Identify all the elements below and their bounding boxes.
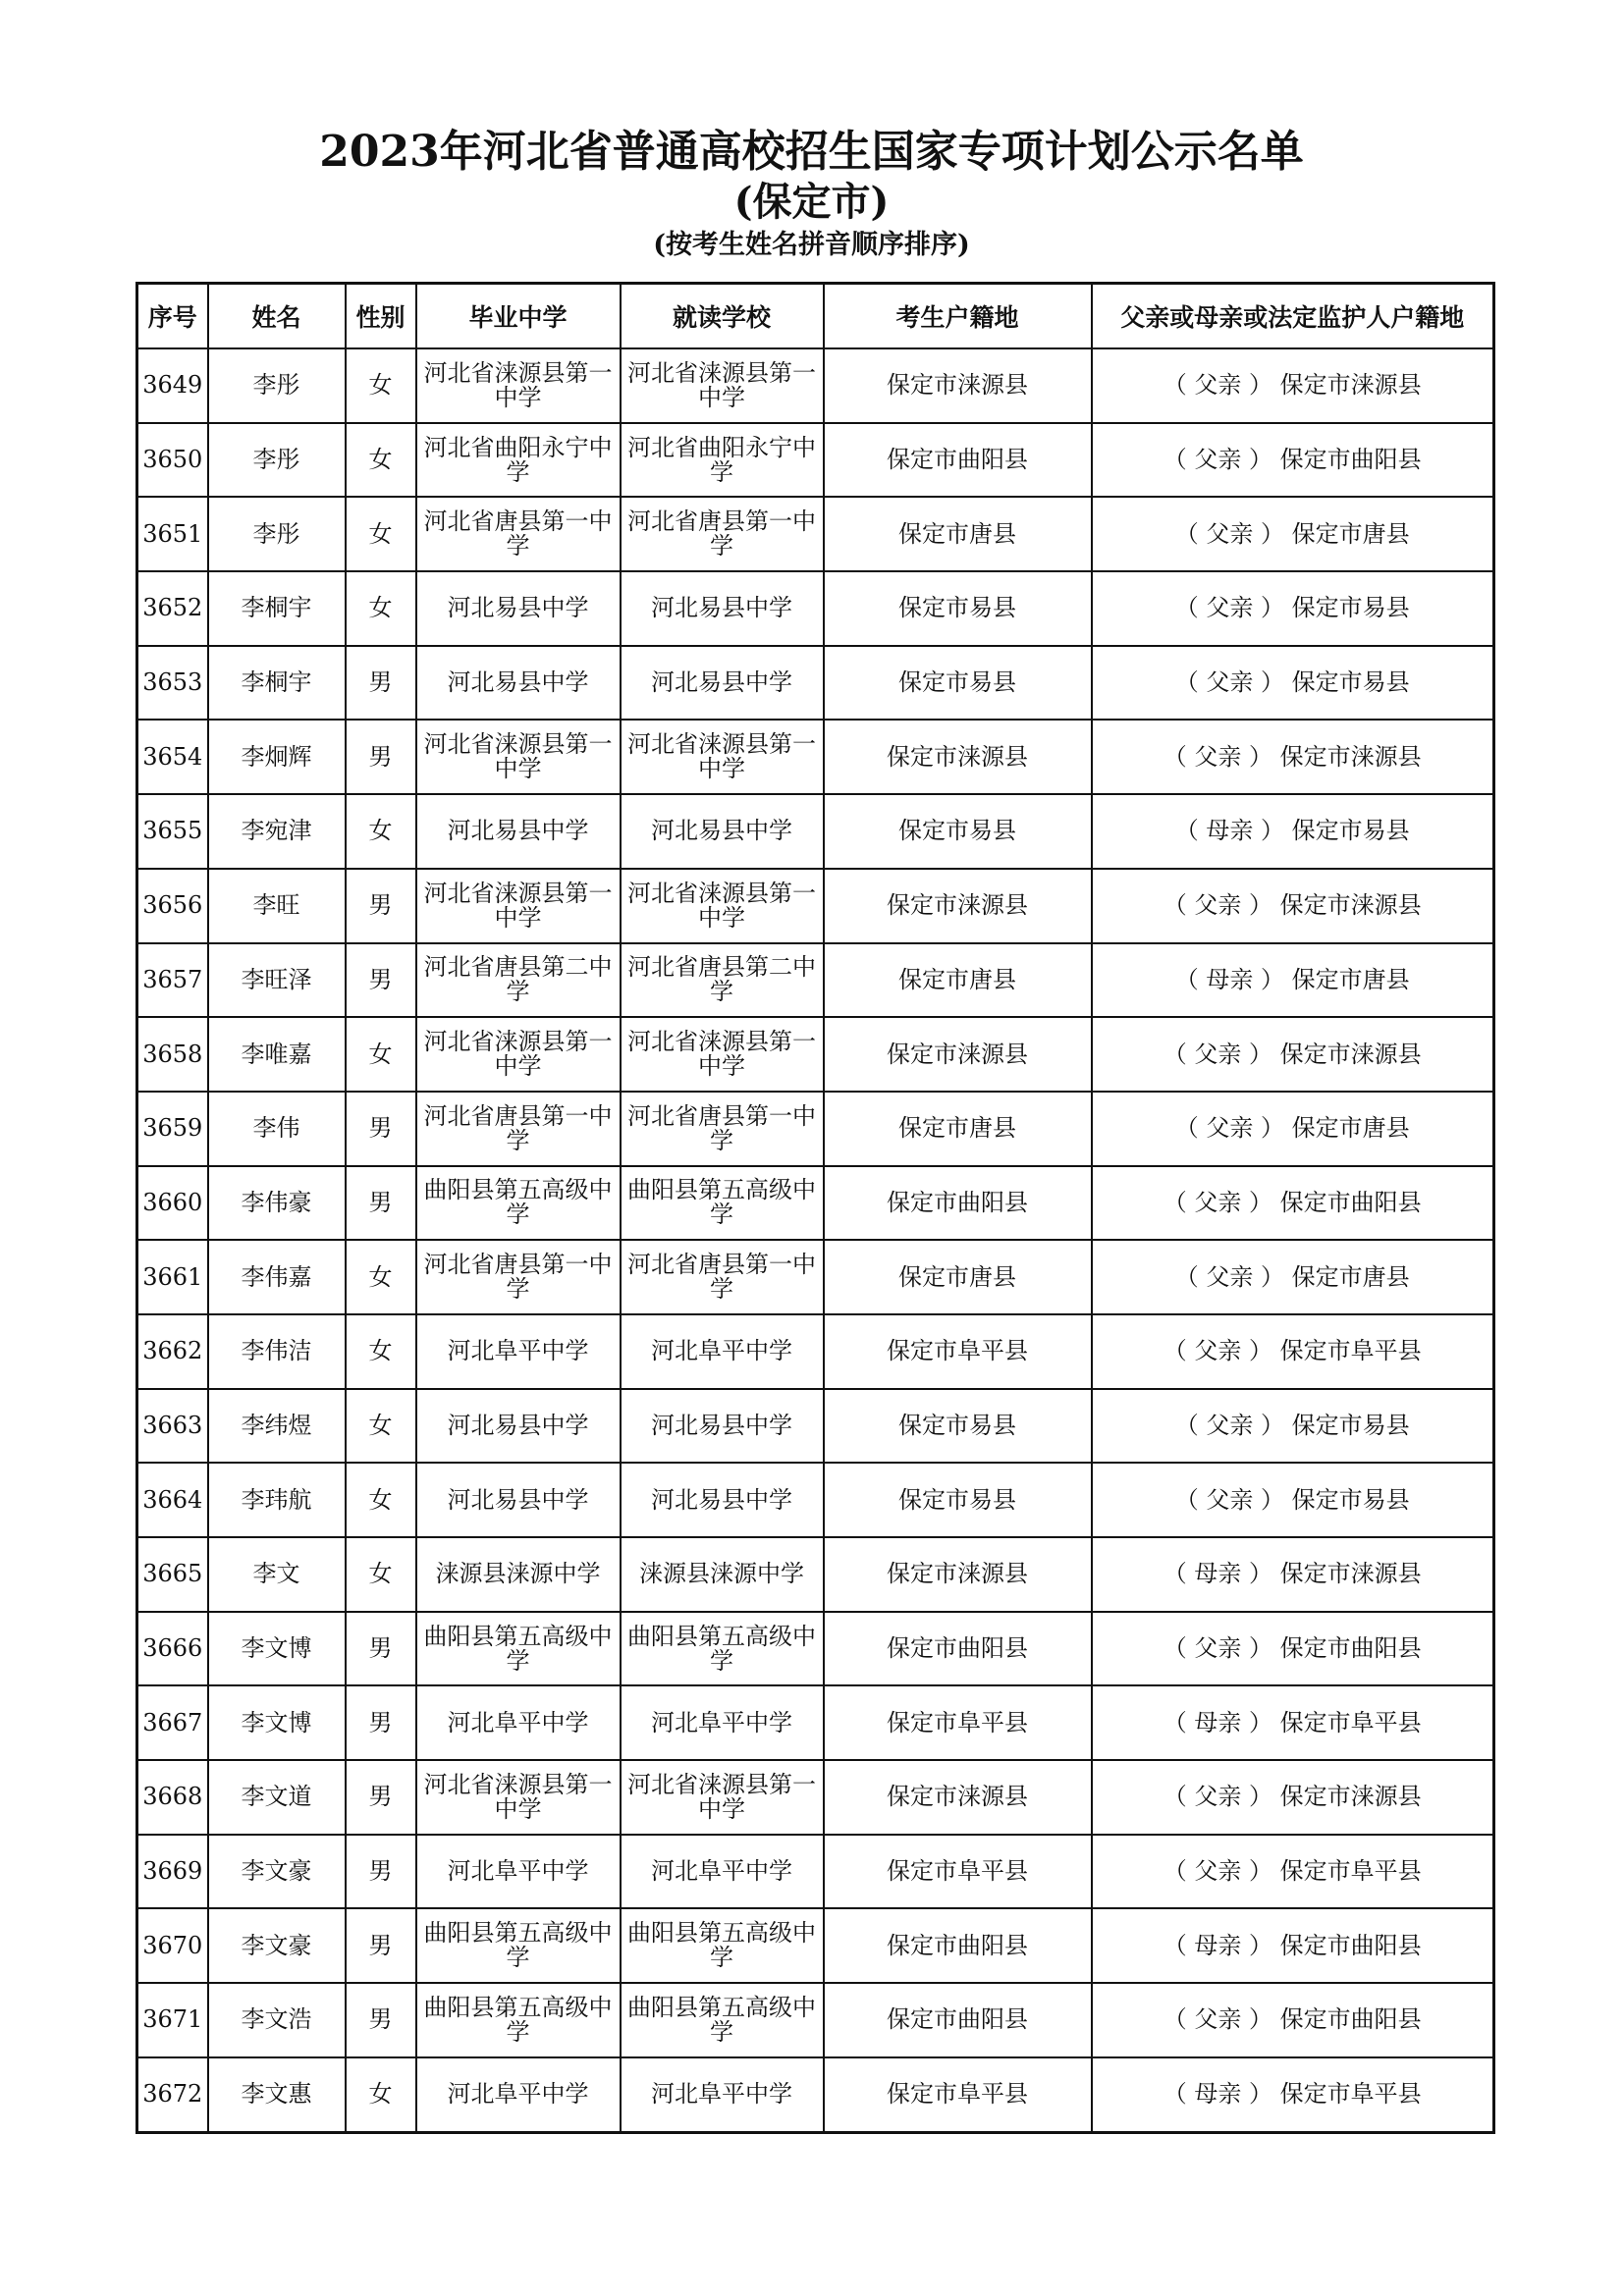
current-school-cell: 河北省涞源县第一中学 bbox=[621, 1760, 824, 1835]
grad-school-cell: 河北阜平中学 bbox=[416, 2057, 621, 2132]
parent-residence-cell: （ 父亲 ） 保定市易县 bbox=[1092, 1389, 1494, 1464]
seq-cell: 3665 bbox=[137, 1537, 208, 1612]
residence-cell: 保定市涞源县 bbox=[824, 1537, 1092, 1612]
grad-school-cell: 河北易县中学 bbox=[416, 646, 621, 721]
gender-cell: 男 bbox=[346, 1835, 416, 1909]
table-row bbox=[137, 1835, 1494, 1909]
seq-cell: 3671 bbox=[137, 1983, 208, 2057]
seq-cell: 3655 bbox=[137, 794, 208, 869]
gender-cell: 女 bbox=[346, 1240, 416, 1314]
table-body bbox=[137, 348, 1494, 2132]
table-row bbox=[137, 869, 1494, 943]
residence-cell: 保定市曲阳县 bbox=[824, 1612, 1092, 1686]
grad-school-cell: 曲阳县第五高级中学 bbox=[416, 1908, 621, 1983]
seq-cell: 3657 bbox=[137, 943, 208, 1018]
name-cell: 李文惠 bbox=[208, 2057, 346, 2132]
seq-cell: 3668 bbox=[137, 1760, 208, 1835]
grad-school-cell: 河北易县中学 bbox=[416, 1463, 621, 1537]
seq-cell: 3667 bbox=[137, 1685, 208, 1760]
table-row bbox=[137, 1240, 1494, 1314]
residence-cell: 保定市曲阳县 bbox=[824, 1166, 1092, 1241]
residence-cell: 保定市涞源县 bbox=[824, 1017, 1092, 1092]
header-name: 姓名 bbox=[208, 284, 346, 349]
seq-cell: 3672 bbox=[137, 2057, 208, 2132]
residence-cell: 保定市曲阳县 bbox=[824, 1908, 1092, 1983]
seq-cell: 3654 bbox=[137, 720, 208, 794]
parent-residence-cell: （ 父亲 ） 保定市阜平县 bbox=[1092, 1314, 1494, 1389]
residence-cell: 保定市涞源县 bbox=[824, 869, 1092, 943]
header-current-school: 就读学校 bbox=[621, 284, 824, 349]
grad-school-cell: 河北省唐县第一中学 bbox=[416, 497, 621, 571]
seq-cell: 3664 bbox=[137, 1463, 208, 1537]
parent-residence-cell: （ 父亲 ） 保定市易县 bbox=[1092, 1463, 1494, 1537]
table-row bbox=[137, 423, 1494, 498]
table-row bbox=[137, 1983, 1494, 2057]
parent-residence-cell: （ 母亲 ） 保定市易县 bbox=[1092, 794, 1494, 869]
name-cell: 李伟豪 bbox=[208, 1166, 346, 1241]
current-school-cell: 河北阜平中学 bbox=[621, 1835, 824, 1909]
gender-cell: 男 bbox=[346, 1908, 416, 1983]
gender-cell: 男 bbox=[346, 1685, 416, 1760]
grad-school-cell: 河北省唐县第一中学 bbox=[416, 1092, 621, 1166]
sort-note: (按考生姓名拼音顺序排序) bbox=[653, 230, 970, 260]
grad-school-cell: 河北省涞源县第一中学 bbox=[416, 1760, 621, 1835]
current-school-cell: 河北省涞源县第一中学 bbox=[621, 720, 824, 794]
grad-school-cell: 河北省曲阳永宁中学 bbox=[416, 423, 621, 498]
gender-cell: 男 bbox=[346, 1612, 416, 1686]
gender-cell: 女 bbox=[346, 571, 416, 646]
residence-cell: 保定市阜平县 bbox=[824, 1314, 1092, 1389]
gender-cell: 男 bbox=[346, 1760, 416, 1835]
seq-cell: 3670 bbox=[137, 1908, 208, 1983]
name-cell: 李玮航 bbox=[208, 1463, 346, 1537]
current-school-cell: 河北省涞源县第一中学 bbox=[621, 1017, 824, 1092]
name-cell: 李唯嘉 bbox=[208, 1017, 346, 1092]
grad-school-cell: 河北省涞源县第一中学 bbox=[416, 1017, 621, 1092]
parent-residence-cell: （ 父亲 ） 保定市易县 bbox=[1092, 646, 1494, 721]
parent-residence-cell: （ 父亲 ） 保定市阜平县 bbox=[1092, 1835, 1494, 1909]
name-cell: 李伟洁 bbox=[208, 1314, 346, 1389]
document-title: 2023年河北省普通高校招生国家专项计划公示名单 bbox=[319, 127, 1304, 177]
residence-cell: 保定市唐县 bbox=[824, 943, 1092, 1018]
table-row bbox=[137, 2057, 1494, 2132]
current-school-cell: 河北易县中学 bbox=[621, 1463, 824, 1537]
seq-cell: 3650 bbox=[137, 423, 208, 498]
table-row bbox=[137, 720, 1494, 794]
name-cell: 李宛津 bbox=[208, 794, 346, 869]
seq-cell: 3651 bbox=[137, 497, 208, 571]
gender-cell: 女 bbox=[346, 1017, 416, 1092]
seq-cell: 3653 bbox=[137, 646, 208, 721]
name-cell: 李文豪 bbox=[208, 1835, 346, 1909]
grad-school-cell: 曲阳县第五高级中学 bbox=[416, 1166, 621, 1241]
table-row bbox=[137, 794, 1494, 869]
residence-cell: 保定市易县 bbox=[824, 1463, 1092, 1537]
seq-cell: 3656 bbox=[137, 869, 208, 943]
table-row bbox=[137, 348, 1494, 423]
parent-residence-cell: （ 母亲 ） 保定市曲阳县 bbox=[1092, 1908, 1494, 1983]
header-row bbox=[137, 284, 1494, 349]
name-cell: 李彤 bbox=[208, 497, 346, 571]
table-row bbox=[137, 1092, 1494, 1166]
parent-residence-cell: （ 父亲 ） 保定市涞源县 bbox=[1092, 720, 1494, 794]
name-cell: 李炯辉 bbox=[208, 720, 346, 794]
parent-residence-cell: （ 母亲 ） 保定市阜平县 bbox=[1092, 1685, 1494, 1760]
gender-cell: 女 bbox=[346, 1389, 416, 1464]
parent-residence-cell: （ 父亲 ） 保定市唐县 bbox=[1092, 1092, 1494, 1166]
gender-cell: 男 bbox=[346, 646, 416, 721]
grad-school-cell: 河北省涞源县第一中学 bbox=[416, 348, 621, 423]
current-school-cell: 河北省涞源县第一中学 bbox=[621, 869, 824, 943]
header-grad-school: 毕业中学 bbox=[416, 284, 621, 349]
name-cell: 李文 bbox=[208, 1537, 346, 1612]
name-cell: 李桐宇 bbox=[208, 571, 346, 646]
gender-cell: 女 bbox=[346, 348, 416, 423]
seq-cell: 3658 bbox=[137, 1017, 208, 1092]
seq-cell: 3662 bbox=[137, 1314, 208, 1389]
grad-school-cell: 涞源县涞源中学 bbox=[416, 1537, 621, 1612]
gender-cell: 女 bbox=[346, 1537, 416, 1612]
grad-school-cell: 河北省唐县第二中学 bbox=[416, 943, 621, 1018]
current-school-cell: 河北省唐县第一中学 bbox=[621, 1240, 824, 1314]
residence-cell: 保定市曲阳县 bbox=[824, 423, 1092, 498]
current-school-cell: 河北易县中学 bbox=[621, 571, 824, 646]
parent-residence-cell: （ 父亲 ） 保定市曲阳县 bbox=[1092, 1612, 1494, 1686]
roster-table bbox=[135, 282, 1495, 2134]
residence-cell: 保定市唐县 bbox=[824, 1240, 1092, 1314]
parent-residence-cell: （ 父亲 ） 保定市曲阳县 bbox=[1092, 1166, 1494, 1241]
seq-cell: 3663 bbox=[137, 1389, 208, 1464]
residence-cell: 保定市阜平县 bbox=[824, 1835, 1092, 1909]
current-school-cell: 河北阜平中学 bbox=[621, 2057, 824, 2132]
current-school-cell: 河北省唐县第一中学 bbox=[621, 497, 824, 571]
name-cell: 李伟嘉 bbox=[208, 1240, 346, 1314]
gender-cell: 女 bbox=[346, 497, 416, 571]
header-residence: 考生户籍地 bbox=[824, 284, 1092, 349]
name-cell: 李纬煜 bbox=[208, 1389, 346, 1464]
grad-school-cell: 曲阳县第五高级中学 bbox=[416, 1612, 621, 1686]
gender-cell: 男 bbox=[346, 943, 416, 1018]
grad-school-cell: 河北省唐县第一中学 bbox=[416, 1240, 621, 1314]
table-row bbox=[137, 1017, 1494, 1092]
header-parent-residence: 父亲或母亲或法定监护人户籍地 bbox=[1092, 284, 1494, 349]
current-school-cell: 河北省曲阳永宁中学 bbox=[621, 423, 824, 498]
seq-cell: 3660 bbox=[137, 1166, 208, 1241]
parent-residence-cell: （ 父亲 ） 保定市易县 bbox=[1092, 571, 1494, 646]
residence-cell: 保定市涞源县 bbox=[824, 720, 1092, 794]
parent-residence-cell: （ 父亲 ） 保定市曲阳县 bbox=[1092, 423, 1494, 498]
name-cell: 李彤 bbox=[208, 348, 346, 423]
header-gender: 性别 bbox=[346, 284, 416, 349]
grad-school-cell: 河北阜平中学 bbox=[416, 1314, 621, 1389]
gender-cell: 男 bbox=[346, 720, 416, 794]
document-subtitle: (保定市) bbox=[733, 179, 890, 225]
residence-cell: 保定市易县 bbox=[824, 646, 1092, 721]
parent-residence-cell: （ 母亲 ） 保定市唐县 bbox=[1092, 943, 1494, 1018]
current-school-cell: 曲阳县第五高级中学 bbox=[621, 1908, 824, 1983]
parent-residence-cell: （ 母亲 ） 保定市涞源县 bbox=[1092, 1537, 1494, 1612]
current-school-cell: 河北易县中学 bbox=[621, 646, 824, 721]
name-cell: 李文道 bbox=[208, 1760, 346, 1835]
residence-cell: 保定市易县 bbox=[824, 571, 1092, 646]
residence-cell: 保定市唐县 bbox=[824, 1092, 1092, 1166]
grad-school-cell: 河北易县中学 bbox=[416, 571, 621, 646]
name-cell: 李旺 bbox=[208, 869, 346, 943]
table-row bbox=[137, 1685, 1494, 1760]
gender-cell: 女 bbox=[346, 2057, 416, 2132]
seq-cell: 3661 bbox=[137, 1240, 208, 1314]
current-school-cell: 曲阳县第五高级中学 bbox=[621, 1166, 824, 1241]
grad-school-cell: 河北阜平中学 bbox=[416, 1835, 621, 1909]
seq-cell: 3659 bbox=[137, 1092, 208, 1166]
table-row bbox=[137, 1389, 1494, 1464]
residence-cell: 保定市易县 bbox=[824, 1389, 1092, 1464]
current-school-cell: 河北省唐县第一中学 bbox=[621, 1092, 824, 1166]
residence-cell: 保定市易县 bbox=[824, 794, 1092, 869]
table-row bbox=[137, 497, 1494, 571]
residence-cell: 保定市涞源县 bbox=[824, 348, 1092, 423]
seq-cell: 3649 bbox=[137, 348, 208, 423]
grad-school-cell: 河北省涞源县第一中学 bbox=[416, 869, 621, 943]
residence-cell: 保定市曲阳县 bbox=[824, 1983, 1092, 2057]
parent-residence-cell: （ 父亲 ） 保定市涞源县 bbox=[1092, 348, 1494, 423]
gender-cell: 男 bbox=[346, 869, 416, 943]
header-seq: 序号 bbox=[137, 284, 208, 349]
name-cell: 李伟 bbox=[208, 1092, 346, 1166]
name-cell: 李彤 bbox=[208, 423, 346, 498]
table-row bbox=[137, 646, 1494, 721]
current-school-cell: 曲阳县第五高级中学 bbox=[621, 1612, 824, 1686]
current-school-cell: 河北省唐县第二中学 bbox=[621, 943, 824, 1018]
current-school-cell: 河北阜平中学 bbox=[621, 1314, 824, 1389]
grad-school-cell: 曲阳县第五高级中学 bbox=[416, 1983, 621, 2057]
parent-residence-cell: （ 父亲 ） 保定市曲阳县 bbox=[1092, 1983, 1494, 2057]
gender-cell: 男 bbox=[346, 1092, 416, 1166]
current-school-cell: 河北易县中学 bbox=[621, 794, 824, 869]
table-row bbox=[137, 1537, 1494, 1612]
parent-residence-cell: （ 父亲 ） 保定市涞源县 bbox=[1092, 1017, 1494, 1092]
grad-school-cell: 河北易县中学 bbox=[416, 1389, 621, 1464]
current-school-cell: 河北易县中学 bbox=[621, 1389, 824, 1464]
table-row bbox=[137, 1463, 1494, 1537]
residence-cell: 保定市涞源县 bbox=[824, 1760, 1092, 1835]
name-cell: 李文博 bbox=[208, 1612, 346, 1686]
parent-residence-cell: （ 父亲 ） 保定市唐县 bbox=[1092, 497, 1494, 571]
table-row bbox=[137, 943, 1494, 1018]
current-school-cell: 曲阳县第五高级中学 bbox=[621, 1983, 824, 2057]
current-school-cell: 涞源县涞源中学 bbox=[621, 1537, 824, 1612]
gender-cell: 男 bbox=[346, 1166, 416, 1241]
table-header bbox=[137, 284, 1494, 349]
gender-cell: 女 bbox=[346, 794, 416, 869]
gender-cell: 女 bbox=[346, 1463, 416, 1537]
parent-residence-cell: （ 父亲 ） 保定市涞源县 bbox=[1092, 1760, 1494, 1835]
name-cell: 李文浩 bbox=[208, 1983, 346, 2057]
name-cell: 李桐宇 bbox=[208, 646, 346, 721]
current-school-cell: 河北省涞源县第一中学 bbox=[621, 348, 824, 423]
grad-school-cell: 河北省涞源县第一中学 bbox=[416, 720, 621, 794]
grad-school-cell: 河北易县中学 bbox=[416, 794, 621, 869]
table-row bbox=[137, 1612, 1494, 1686]
grad-school-cell: 河北阜平中学 bbox=[416, 1685, 621, 1760]
residence-cell: 保定市阜平县 bbox=[824, 1685, 1092, 1760]
seq-cell: 3666 bbox=[137, 1612, 208, 1686]
residence-cell: 保定市唐县 bbox=[824, 497, 1092, 571]
table-row bbox=[137, 1314, 1494, 1389]
residence-cell: 保定市阜平县 bbox=[824, 2057, 1092, 2132]
current-school-cell: 河北阜平中学 bbox=[621, 1685, 824, 1760]
gender-cell: 女 bbox=[346, 423, 416, 498]
gender-cell: 女 bbox=[346, 1314, 416, 1389]
name-cell: 李旺泽 bbox=[208, 943, 346, 1018]
gender-cell: 男 bbox=[346, 1983, 416, 2057]
name-cell: 李文豪 bbox=[208, 1908, 346, 1983]
name-cell: 李文博 bbox=[208, 1685, 346, 1760]
seq-cell: 3669 bbox=[137, 1835, 208, 1909]
seq-cell: 3652 bbox=[137, 571, 208, 646]
table-row bbox=[137, 1760, 1494, 1835]
parent-residence-cell: （ 父亲 ） 保定市涞源县 bbox=[1092, 869, 1494, 943]
parent-residence-cell: （ 父亲 ） 保定市唐县 bbox=[1092, 1240, 1494, 1314]
table-row bbox=[137, 1908, 1494, 1983]
table-row bbox=[137, 571, 1494, 646]
table-row bbox=[137, 1166, 1494, 1241]
parent-residence-cell: （ 母亲 ） 保定市阜平县 bbox=[1092, 2057, 1494, 2132]
